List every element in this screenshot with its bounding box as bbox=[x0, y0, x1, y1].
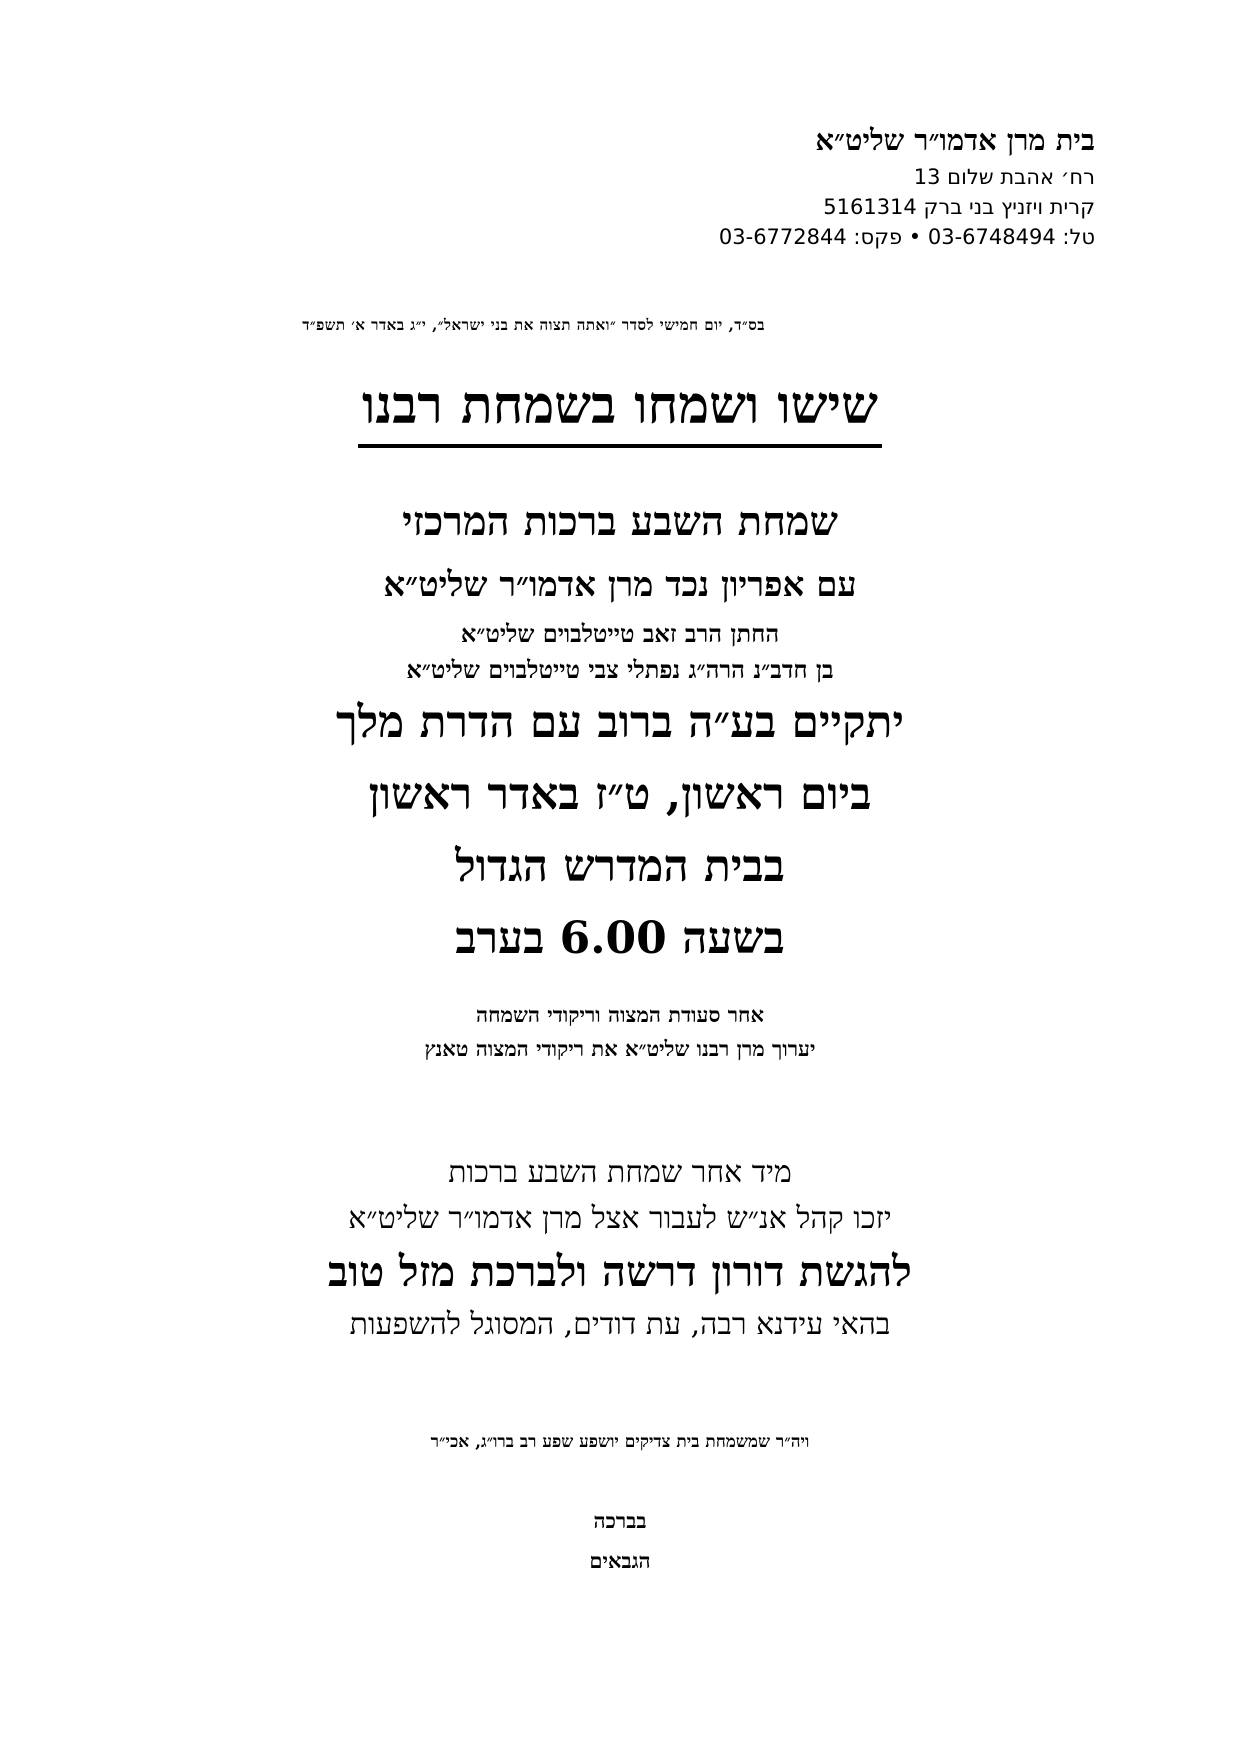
event-details bbox=[0, 490, 1240, 974]
dateline: בס״ד, יום חמישי לסדר ״ואתה תצוה את בני ישראל״, י״ג באדר א׳ תשפ״ד bbox=[302, 316, 765, 334]
signoff-greeting: בברכה bbox=[593, 1508, 647, 1533]
event-line-1: שמחת השבע ברכות המרכזי bbox=[402, 498, 838, 545]
wish-line bbox=[0, 1428, 1240, 1456]
event-groom: החתן הרב זאב טייטלבוים שליט״א bbox=[460, 619, 780, 648]
page-title: שישו ושמחו בשמחת רבנו bbox=[358, 372, 882, 448]
event-line-3: יתקיים בע״ה ברוב עם הדרת מלך bbox=[335, 697, 904, 748]
after-meal-notice bbox=[0, 998, 1240, 1066]
letterhead-name: בית מרן אדמו״ר שליט״א bbox=[815, 123, 1095, 157]
letterhead-city: קרית ויזניץ בני ברק 5161314 bbox=[823, 195, 1095, 219]
blessing-line-4: בהאי עידנא רבה, עת דודים, המסוגל להשפעות bbox=[349, 1307, 891, 1342]
event-groom-father: בן חדב״נ הרה״ג נפתלי צבי טייטלבוים שליט״א bbox=[406, 655, 834, 684]
after-line-1: אחר סעודת המצוה וריקודי השמחה bbox=[476, 1002, 764, 1027]
signoff bbox=[0, 1502, 1240, 1580]
blessing-line-2: יזכו קהל אנ״ש לעבור אצל מרן אדמו״ר שליט״א bbox=[348, 1201, 892, 1236]
after-line-2: יערוך מרן רבנו שליט״א את ריקודי המצוה טאנץ bbox=[424, 1036, 816, 1061]
wish-text: ויה״ר שמשמחת בית צדיקים יושפע שפע רב ברו״ג, אכי״ר bbox=[430, 1432, 810, 1452]
event-time: בשעה 6.00 בערב bbox=[455, 913, 785, 964]
page-title-wrap bbox=[0, 372, 1240, 448]
letterhead-contact: טל: 03-6748494 • פקס: 03-6772844 bbox=[718, 225, 1095, 249]
letterhead bbox=[675, 118, 1095, 252]
event-place: בבית המדרש הגדול bbox=[455, 841, 785, 892]
letterhead-street: רח׳ אהבת שלום 13 bbox=[913, 165, 1095, 189]
event-day: ביום ראשון, ט״ז באדר ראשון bbox=[368, 769, 872, 820]
blessing-line-3: להגשת דורון דרשה ולברכת מזל טוב bbox=[328, 1247, 912, 1296]
blessing-line-1: מיד אחר שמחת השבע ברכות bbox=[448, 1155, 792, 1190]
signoff-signature: הגבאים bbox=[589, 1548, 651, 1573]
event-line-2: עם אפריון נכד מרן אדמו״ר שליט״א bbox=[383, 565, 857, 605]
blessing-notice bbox=[0, 1150, 1240, 1348]
